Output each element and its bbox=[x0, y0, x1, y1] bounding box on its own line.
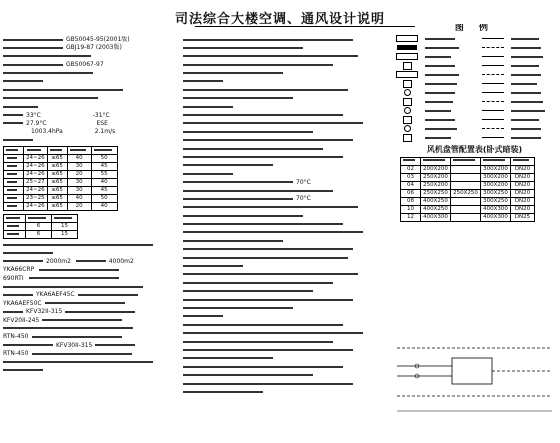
model-line: YKA6AEF50C bbox=[3, 300, 181, 308]
filter-icon bbox=[403, 116, 412, 124]
model-line: YKA6AEF45C bbox=[3, 291, 181, 299]
blank-line bbox=[3, 103, 181, 111]
standard-line: GB50067-97 bbox=[3, 61, 181, 69]
table-row: 25~27 ≤65 30 40 bbox=[4, 179, 118, 187]
pipe-dashed-icon bbox=[482, 74, 504, 75]
blank-line bbox=[3, 70, 181, 78]
pipe-dashed-icon bbox=[482, 47, 504, 48]
thermometer-icon bbox=[404, 89, 411, 96]
design-param-line: 27.9°C ESE bbox=[3, 120, 181, 128]
table-row: 24~26 ≤65 20 40 bbox=[4, 203, 118, 211]
pipe-dashed-icon bbox=[482, 128, 504, 129]
blank-line bbox=[3, 241, 181, 249]
pump-line: KFV20II-245 bbox=[3, 317, 181, 325]
blank-line bbox=[3, 53, 181, 61]
pipe-icon bbox=[482, 119, 504, 120]
blank-line bbox=[3, 325, 181, 333]
table-row bbox=[4, 147, 118, 155]
pipe-icon bbox=[482, 137, 504, 138]
blank-line bbox=[3, 359, 181, 367]
blank-line bbox=[3, 86, 181, 94]
diffuser-icon bbox=[396, 71, 418, 78]
pipe-icon bbox=[482, 38, 504, 39]
pump-line: KFV30II-315 bbox=[3, 342, 181, 350]
pipe-icon bbox=[482, 83, 504, 84]
page-title: 司法综合大楼空调、通风设计说明 bbox=[174, 12, 385, 27]
column-left bbox=[3, 36, 181, 375]
gauge-icon bbox=[404, 107, 411, 114]
temp-line: 70°C bbox=[183, 195, 388, 203]
grille-icon bbox=[396, 53, 418, 60]
pump-icon bbox=[404, 125, 411, 132]
legend-title: 图 例 bbox=[454, 24, 495, 33]
damper-icon bbox=[403, 62, 412, 70]
fan-coil-table bbox=[400, 157, 535, 222]
table-row: 03 250X200 300X200 DN20 bbox=[401, 173, 535, 181]
column-middle bbox=[183, 36, 388, 397]
valve-icon bbox=[403, 134, 412, 142]
pipe-dashed-icon bbox=[482, 101, 504, 102]
pipe-icon bbox=[482, 56, 504, 57]
fan-coil-unit bbox=[452, 358, 492, 384]
table-row: 02 200X200 300X200 DN20 bbox=[401, 165, 535, 173]
pump-line: RTN-450 bbox=[3, 333, 181, 341]
blank-line bbox=[3, 367, 181, 375]
blank-line bbox=[3, 249, 181, 257]
table-row: 24~26 ≤65 30 45 bbox=[4, 187, 118, 195]
table-row: 06 250X250 250X250 300X250 DN20 bbox=[401, 189, 535, 197]
pipe-icon bbox=[482, 110, 504, 111]
table-row: 10 400X250 400X300 DN20 bbox=[401, 205, 535, 213]
table-row: 23~25 ≤65 40 50 bbox=[4, 195, 118, 203]
blank-line bbox=[3, 283, 181, 291]
valve-icon bbox=[403, 98, 412, 106]
design-param-line: 1003.4hPa 2.1m/s bbox=[31, 128, 116, 136]
design-param-line: 33°C -31°C bbox=[3, 112, 181, 120]
blank-line bbox=[3, 95, 181, 103]
table-row: 24~26 ≤65 20 55 bbox=[4, 171, 118, 179]
valve-icon bbox=[403, 80, 412, 88]
fan-coil-connection-diagram bbox=[392, 336, 557, 432]
area-line: 2000m2 4000m2 bbox=[3, 258, 181, 266]
table-row: 24~26 ≤65 40 50 bbox=[4, 155, 118, 163]
room-design-table bbox=[3, 146, 118, 211]
pump-line: KFV32II-315 bbox=[3, 308, 181, 316]
duct-filled-icon bbox=[397, 45, 417, 50]
table-row bbox=[401, 157, 535, 165]
duct-table-title: 风机盘管配置表(卧式暗装) bbox=[426, 145, 523, 155]
title-underline bbox=[195, 26, 415, 27]
standard-line: GB50045-95(2001版) bbox=[3, 36, 181, 44]
table-row: 24~26 ≤65 30 45 bbox=[4, 163, 118, 171]
temp-line: 70°C bbox=[183, 179, 388, 187]
model-line: 690RTI bbox=[3, 275, 181, 283]
column-right bbox=[392, 24, 557, 222]
legend-grid bbox=[392, 34, 557, 142]
table-row: 08 400X250 300X250 DN20 bbox=[401, 197, 535, 205]
blank-line bbox=[3, 137, 181, 145]
standard-line: GBJ19-87 (2003版) bbox=[3, 44, 181, 52]
model-line: YKA66CRP bbox=[3, 266, 181, 274]
table-row bbox=[4, 215, 78, 223]
pipe-icon bbox=[482, 92, 504, 93]
pipe-icon bbox=[482, 65, 504, 66]
noise-table bbox=[3, 214, 78, 239]
table-row: 6 15 bbox=[4, 231, 78, 239]
pump-line: RTN-450 bbox=[3, 350, 181, 358]
table-row: 04 250X200 300X200 DN20 bbox=[401, 181, 535, 189]
table-row: 6 15 bbox=[4, 223, 78, 231]
blank-line bbox=[3, 78, 181, 86]
duct-icon bbox=[396, 35, 418, 42]
table-row: 12 400X300 400X300 DN25 bbox=[401, 213, 535, 221]
